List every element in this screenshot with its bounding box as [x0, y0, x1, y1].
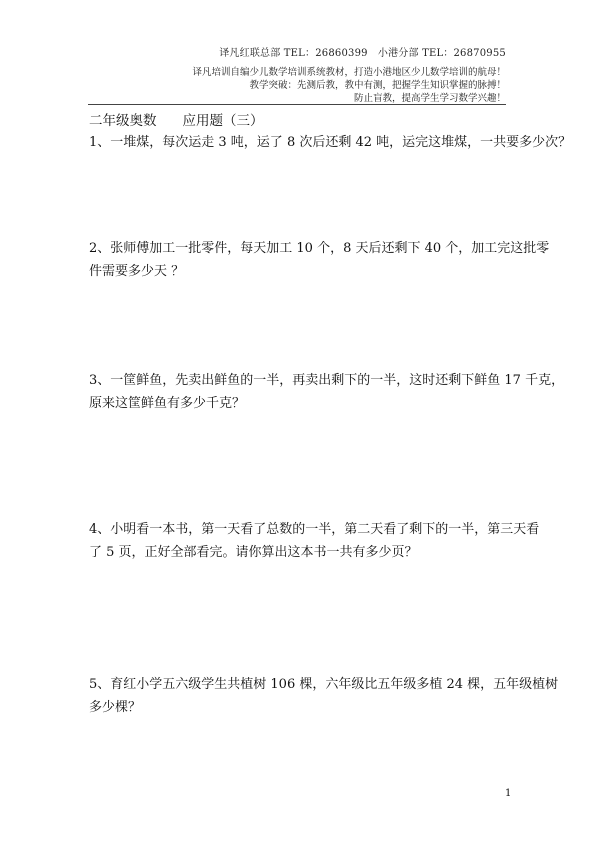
page-number: 1: [505, 788, 512, 799]
slogan-line: 教学突破：先测后教，教中有测，把握学生知识掌握的脉搏！: [249, 80, 506, 91]
header-slogans: [0, 66, 506, 105]
question-line: 4、小明看一本书，第一天看了总数的一半，第二天看了剩下的一半，第三天看: [89, 522, 540, 537]
question-line: 原来这筐鲜鱼有多少千克？: [89, 396, 246, 411]
title-sub: 应用题（三）: [182, 113, 264, 129]
question-1: [89, 131, 572, 154]
question-5: [89, 673, 559, 719]
question-line: 多少棵？: [89, 700, 142, 715]
header-contact: 译凡红联总部 TEL：26860399 小港分部 TEL：26870955: [219, 48, 506, 59]
slogan-line: 防止盲教，提高学生学习数学兴趣！: [353, 93, 506, 104]
slogan-line: 译凡培训自编少儿数学培训系统教材，打造小港地区少儿数学培训的航母！: [192, 67, 506, 78]
question-2: [89, 237, 550, 283]
question-4: [89, 518, 540, 564]
question-line: 件需要多少天 ？: [89, 264, 185, 279]
title-main: 二年级奥数: [89, 113, 157, 129]
question-3: [89, 369, 565, 415]
question-line: 1、一堆煤，每次运走 3 吨，运了 8 次后还剩 42 吨，运完这堆煤，一共要多少次？: [89, 135, 572, 150]
question-line: 了 5 页，正好全部看完。请你算出这本书一共有多少页？: [89, 545, 418, 560]
question-line: 2、张师傅加工一批零件，每天加工 10 个，8 天后还剩下 40 个，加工完这批零: [89, 241, 550, 256]
question-line: 3、一筐鲜鱼，先卖出鲜鱼的一半，再卖出剩下的一半，这时还剩下鲜鱼 17 千克，: [89, 373, 565, 388]
header-divider: [88, 104, 506, 105]
question-line: 5、育红小学五六级学生共植树 106 棵，六年级比五年级多植 24 棵，五年级植树: [89, 677, 559, 692]
page-title: [89, 109, 264, 129]
